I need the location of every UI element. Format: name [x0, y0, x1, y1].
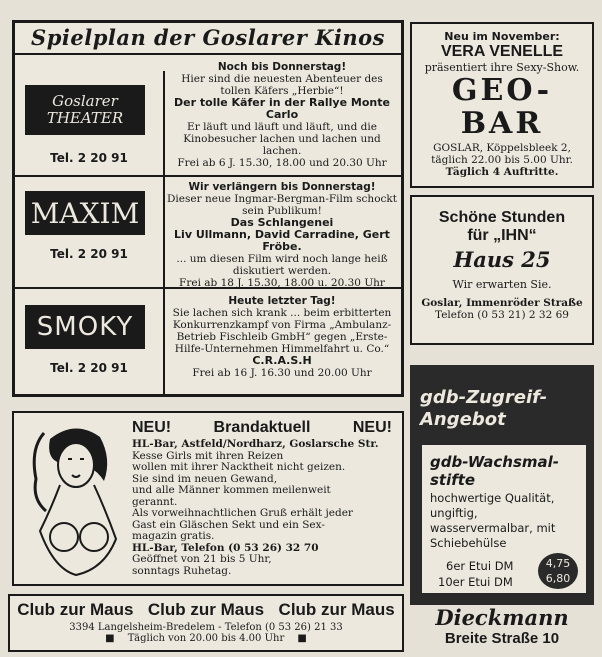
hlbar-neu-right: NEU! [352, 419, 392, 436]
club-name-1: Club zur Maus [17, 600, 134, 619]
maxim-desc [167, 181, 397, 289]
hlbar-text [132, 439, 400, 577]
gdb-inner [422, 445, 586, 593]
gdb-title1: gdb-Zugreif- [420, 387, 548, 408]
hlbar-neu-left: NEU! [132, 419, 172, 436]
gdb-p2: 6,80 [545, 572, 571, 585]
smoky-times: Frei ab 16 J. 16.30 und 20.00 Uhr [192, 367, 372, 379]
haus25-addr: Goslar, Immenröder Straße [421, 297, 583, 309]
hlbar-headline [132, 419, 392, 437]
theater-times: Frei ab 6 J. 15.30, 18.00 und 20.30 Uhr [177, 157, 387, 169]
hlbar-l1: HL-Bar, Astfeld/Nordharz, Goslarsche Str. [132, 438, 379, 450]
maxim-text: ... um diesen Film wird noch lange heiß diskutiert werden. [176, 253, 388, 277]
theater-intro: Hier sind die neuesten Abenteuer des tollen Käfers „Herbie“! [181, 73, 383, 97]
gdb-price-row-1 [446, 559, 513, 573]
smoky-heading: Heute letzter Tag! [228, 295, 336, 307]
club-name-2: Club zur Maus [147, 600, 265, 619]
theater-heading: Noch bis Donnerstag! [217, 61, 347, 73]
smoky-film: C.R.A.S.H [252, 354, 312, 367]
gdb-ad [410, 365, 594, 605]
kino-row-maxim [15, 175, 401, 289]
dieckmann-logo: Dieckmann [435, 605, 569, 630]
haus25-text: Wir erwarten Sie. [452, 278, 552, 291]
gdb-desc [430, 491, 555, 551]
maxim-logo [25, 191, 145, 235]
theater-desc [167, 61, 397, 169]
geobar-line2: präsentiert ihre Sexy-Show. [424, 61, 580, 74]
kino-row-theater [15, 53, 401, 177]
hlbar-l11: Geöffnet von 21 bis 5 Uhr, [132, 553, 272, 565]
gdb-d3: wasservermalbar, mit [430, 521, 556, 535]
hlbar-ad [12, 411, 404, 586]
theater-text: Er läuft und läuft und läuft, und die Kinobesucher lachen und lachen und lachen. [183, 121, 381, 157]
pinup-illustration [20, 419, 130, 579]
haus25-line2: für „IHN“ [467, 227, 537, 244]
smoky-desc [167, 295, 397, 379]
haus25-ad [410, 195, 594, 345]
gdb-product2: stifte [430, 471, 476, 489]
dieckmann-ad [410, 606, 594, 654]
dieckmann-addr: Breite Straße 10 [444, 630, 560, 647]
gdb-price-row-2 [438, 575, 513, 589]
club-hours-line [10, 633, 402, 644]
square-icon-left: ■ [105, 633, 115, 644]
smoky-logo-text: SMOKY [36, 312, 134, 342]
geobar-addr: GOSLAR, Köppelsbleek 2, [433, 142, 571, 154]
geobar-ad [410, 22, 594, 188]
maxim-times: Frei ab 18 J. 15.30, 18.00 u. 20.30 Uhr [179, 277, 385, 289]
maxim-intro: Dieser neue Ingmar-Bergman-Film schockt sein Publikum! [167, 193, 397, 217]
kino-program-box [12, 20, 404, 397]
haus25-name: Haus 25 [453, 247, 551, 272]
hlbar-l10: HL-Bar, Telefon (0 53 26) 32 70 [132, 541, 319, 554]
geobar-logo2: BAR [460, 106, 544, 141]
club-hours: Täglich von 20.00 bis 4.00 Uhr [127, 633, 285, 644]
geobar-hours: täglich 22.00 bis 5.00 Uhr. [431, 154, 573, 166]
gdb-p1-label: 6er Etui DM [446, 559, 514, 573]
club-ad [8, 594, 404, 652]
theater-tel: Tel. 2 20 91 [50, 151, 128, 165]
geobar-logo1: GEO- [451, 73, 553, 108]
gdb-d2: ungiftig, [430, 506, 478, 520]
hlbar-l2: Kesse Girls mit ihren Reizen [132, 449, 284, 462]
smoky-text: Sie lachen sich krank ... beim erbitterten Konkurrenzkampf von Firma „Ambulanz-Betrieb Fischleib GmbH“ gegen „Erste-Hilfe-Unternehmen Himmelfahrt u. Co.“ [172, 307, 392, 355]
kino-title: Spielplan der Goslarer Kinos [31, 25, 385, 50]
hlbar-l4: Sie sind im neuen Gewand, [132, 472, 278, 485]
hlbar-brand: Brandaktuell [213, 419, 311, 436]
theater-film: Der tolle Käfer in der Rallye Monte Carlo [174, 96, 390, 121]
club-addr: 3394 Langelsheim-Bredelem - Telefon (0 53 26) 21 33 [69, 622, 343, 633]
hlbar-l8: Gast ein Gläschen Sekt und ein Sex- [132, 518, 325, 531]
geobar-name: VERA VENELLE [440, 43, 564, 60]
hlbar-l9: magazin gratis. [132, 530, 215, 542]
maxim-cast: Liv Ullmann, David Carradine, Gert Fröbe. [174, 228, 390, 253]
kino-row-smoky [15, 287, 401, 396]
gdb-d1: hochwertige Qualität, [430, 491, 555, 505]
maxim-heading: Wir verlängern bis Donnerstag! [188, 181, 376, 193]
geobar-line1: Neu im November: [444, 30, 560, 43]
hlbar-l3: wollen mit ihrer Nacktheit nicht geizen. [132, 461, 346, 473]
smoky-tel: Tel. 2 20 91 [50, 361, 128, 375]
maxim-film: Das Schlangenei [230, 216, 334, 229]
gdb-p1: 4,75 [545, 557, 571, 570]
gdb-product1: gdb-Wachsmal- [430, 453, 560, 471]
hlbar-l12: sonntags Ruhetag. [132, 564, 232, 577]
hlbar-l6: gerannt. [132, 495, 178, 508]
theater-logo [25, 85, 145, 135]
club-names [10, 600, 402, 620]
geobar-shows: Täglich 4 Auftritte. [445, 166, 559, 178]
haus25-phone: Telefon (0 53 21) 2 32 69 [435, 309, 569, 321]
theater-logo-text: Goslarer THEATER [46, 92, 124, 127]
gdb-title2: Angebot [420, 409, 506, 430]
smoky-logo [25, 305, 145, 349]
club-name-3: Club zur Maus [278, 600, 395, 619]
maxim-tel: Tel. 2 20 91 [50, 247, 128, 261]
gdb-p2-label: 10er Etui DM [438, 575, 513, 589]
maxim-logo-text: MAXIM [30, 196, 140, 230]
gdb-price-badge [538, 553, 578, 589]
hlbar-l5: und alle Männer kommen meilenweit [132, 484, 331, 496]
gdb-d4: Schiebehülse [430, 536, 507, 550]
square-icon-right: ■ [297, 633, 307, 644]
hlbar-l7: Als vorweihnachtlichen Gruß erhält jeder [132, 507, 353, 519]
haus25-line1: Schöne Stunden [438, 209, 566, 226]
